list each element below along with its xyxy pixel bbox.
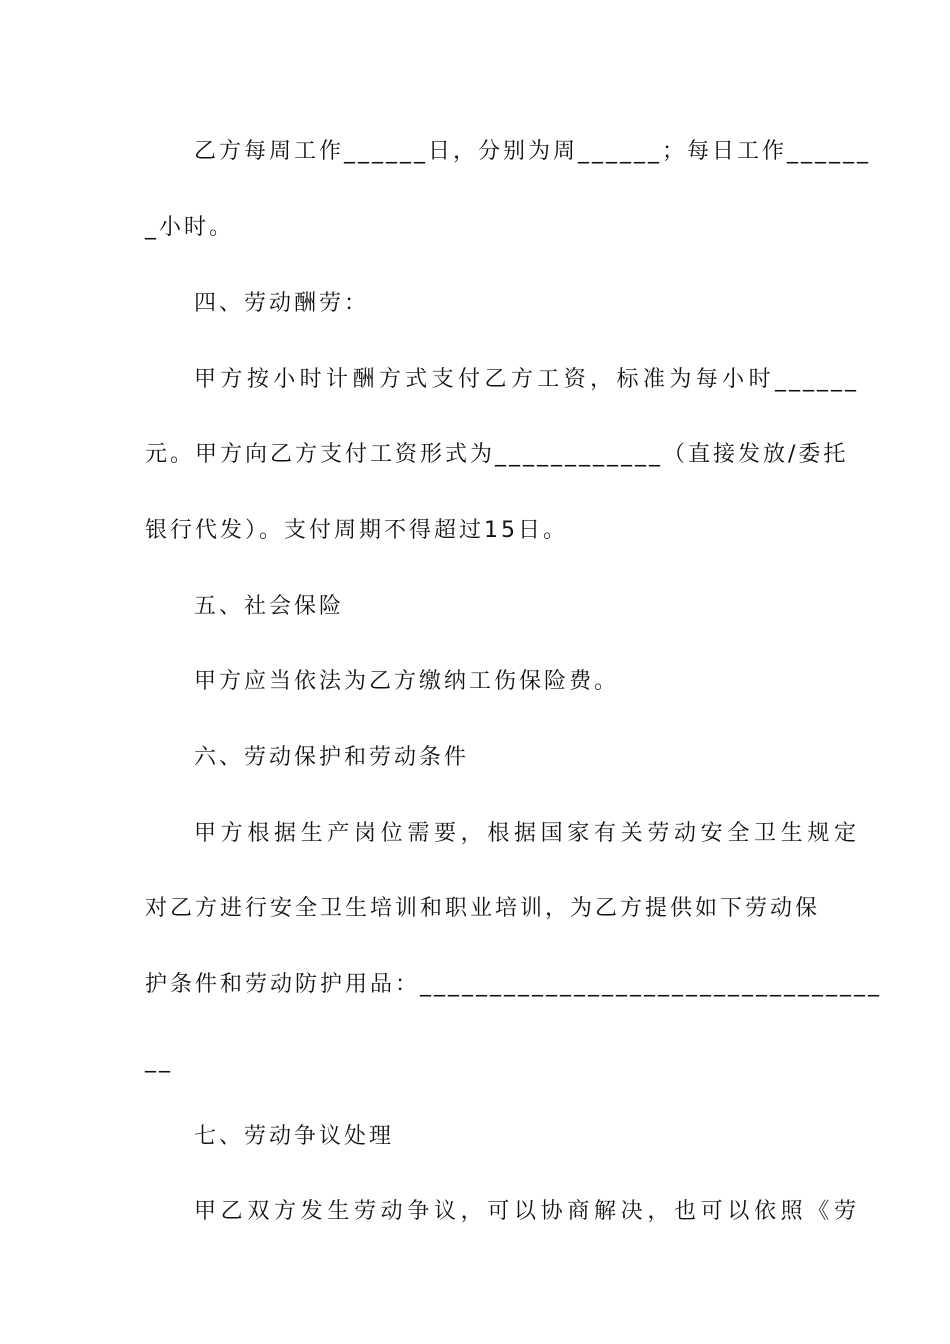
work-schedule-line-1: 乙方每周工作______日，分别为周______；每日工作______ bbox=[194, 139, 872, 164]
protection-line-2: 对乙方进行安全卫生培训和职业培训，为乙方提供如下劳动保 bbox=[145, 896, 821, 921]
protection-line-3: 护条件和劳动防护用品：_________________________________ bbox=[145, 972, 883, 997]
wage-line-3: 银行代发）。支付周期不得超过15日。 bbox=[145, 518, 568, 543]
dispute-line-1: 甲乙双方发生劳动争议，可以协商解决，也可以依照《劳 bbox=[194, 1199, 859, 1224]
protection-line-4: __ bbox=[145, 1048, 173, 1073]
wage-line-1: 甲方按小时计酬方式支付乙方工资，标准为每小时______ bbox=[194, 367, 859, 392]
section-4-heading: 四、劳动酬劳： bbox=[194, 291, 370, 316]
work-schedule-line-2: _小时。 bbox=[145, 215, 235, 240]
insurance-line: 甲方应当依法为乙方缴纳工伤保险费。 bbox=[194, 669, 620, 694]
section-5-heading: 五、社会保险 bbox=[194, 594, 345, 619]
wage-line-2: 元。甲方向乙方支付工资形式为____________（直接发放/委托 bbox=[145, 442, 849, 467]
section-7-heading: 七、劳动争议处理 bbox=[194, 1124, 395, 1149]
section-6-heading: 六、劳动保护和劳动条件 bbox=[194, 745, 470, 770]
protection-line-1: 甲方根据生产岗位需要，根据国家有关劳动安全卫生规定 bbox=[194, 821, 859, 846]
